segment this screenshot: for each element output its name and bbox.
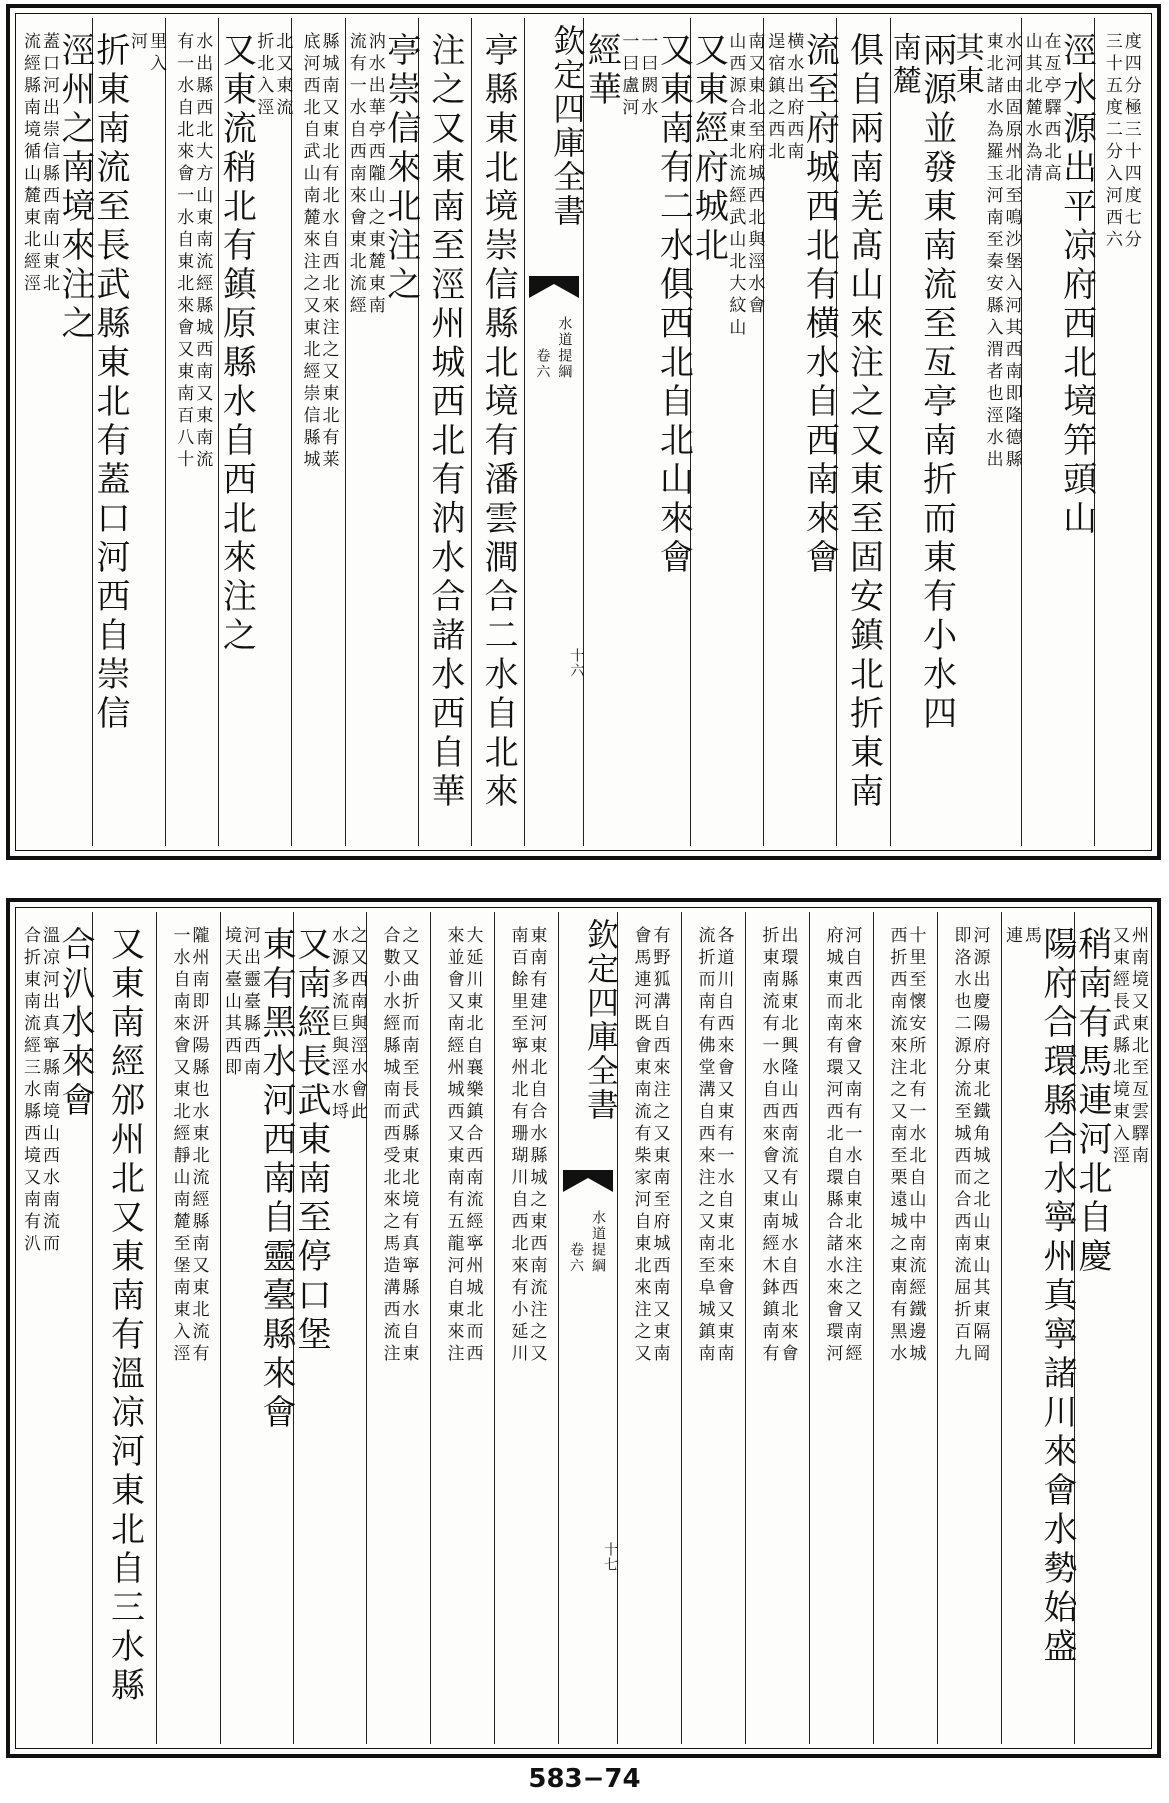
text-column <box>763 18 840 846</box>
text-column <box>809 912 873 1744</box>
text-column <box>366 912 430 1744</box>
main-text: 流至府城西北有横水自西南來會 <box>799 32 840 578</box>
bottom-text-columns <box>20 912 1147 1744</box>
main-text: 兩源並發東南流至亙亭南折而東有小水四 <box>916 32 957 734</box>
annotation-text: 隴州南即汧陽縣也水東北流經縣南又東北流有 <box>188 926 209 1366</box>
annotation-text: 州南境又東北至亙雲驛南 <box>1128 926 1148 1168</box>
text-column <box>293 912 366 1744</box>
main-text: 又東南有二水俱西北自北山來會 <box>653 32 694 578</box>
folio-number: 583−74 <box>528 1764 641 1794</box>
annotation-text: 境天臺山其西即 <box>221 926 241 1080</box>
text-column <box>92 18 165 846</box>
book-title: 欽定四庫全書 <box>548 24 587 228</box>
annotation-text: 有野狐溝自西來注之又東南至府城西南又東南 <box>649 926 670 1366</box>
main-text: 合汃水來會 <box>55 926 95 1121</box>
annotation-text: 出環縣東北興隆山西南流有山城水自西北來會 <box>777 926 798 1366</box>
text-column <box>617 912 681 1744</box>
annotation-text: 馬 <box>1021 926 1041 948</box>
annotation-text: 即洛水也二源分流至城西而合西南流屈折百九 <box>950 926 971 1366</box>
main-text: 涇州之南境來注之 <box>55 32 96 344</box>
text-column <box>345 18 421 846</box>
annotation-text: 逞宿鎮之西北 <box>764 32 785 164</box>
annotation-text: 一曰閼水 <box>637 32 658 120</box>
annotation-text: 流經縣南境循山麓東北經涇 <box>20 32 41 296</box>
text-column <box>836 18 889 846</box>
text-column <box>1001 912 1077 1744</box>
annotation-text: 折北入涇 <box>253 32 274 120</box>
annotation-text: 合數小水經縣城南而西受北來之馬造溝西流注 <box>379 926 400 1366</box>
annotation-text: 北又東流 <box>272 32 293 120</box>
annotation-text: 合折東南流經三水縣西境又南有汃 <box>20 926 40 1256</box>
annotation-text: 東北諸水為羅玉河南至秦安縣入渭者也涇水出 <box>982 32 1003 472</box>
volume-label: 卷六 <box>568 1242 584 1274</box>
main-text: 又南經長武東南至停口堡 <box>291 926 331 1355</box>
text-column <box>218 18 291 846</box>
text-column <box>745 912 809 1744</box>
annotation-text: 南百餘里至寧州北有珊瑚川自西北來有小延川 <box>507 926 528 1366</box>
annotation-text: 流有一水自西南來會東北流經 <box>345 32 366 318</box>
annotation-text: 度四分極三十四度七分 <box>1120 32 1141 252</box>
annotation-text: 東南有建河東北自合水縣城之東西南流注之又 <box>526 926 547 1366</box>
main-text: 亭崇信來北注之 <box>380 32 421 305</box>
annotation-text: 之又西南與涇水會此 <box>347 926 367 1124</box>
annotation-text: 西折西南流來注之又南至栗遠城之東南有黑水 <box>886 926 907 1366</box>
annotation-text: 折東南流有一水自西來會又東南經木鉢鎮南有 <box>758 926 779 1366</box>
annotation-text: 山西源合東北流經武山北大紋山 <box>725 32 746 340</box>
main-text: 俱自兩南羌髙山來注之又東至固安鎮北折東南 <box>843 32 884 812</box>
leaf-number: 十六 <box>568 648 585 678</box>
main-text: 涇水源出平凉府西北境笄頭山 <box>1056 32 1097 539</box>
annotation-text: 又東經長武縣北境東入涇 <box>1109 926 1129 1168</box>
text-column <box>220 912 296 1744</box>
book-title: 欽定四庫全書 <box>582 918 620 1122</box>
annotation-text: 水源多流巨與涇水埒 <box>328 926 348 1124</box>
annotation-text: 山其北麓水為清 <box>1021 32 1042 186</box>
annotation-text: 之又曲折而南至長武縣東北境有真寧縣水自東 <box>398 926 419 1366</box>
text-column <box>494 912 558 1744</box>
book-subtitle: 水道提綱 <box>556 316 573 380</box>
main-text: 經華 <box>581 32 622 110</box>
main-text: 東有黑水河西南自靈臺縣來會 <box>256 926 296 1433</box>
annotation-text: 南又東北至府城西北與涇水會 <box>744 32 765 318</box>
text-column <box>430 912 494 1744</box>
annotation-text: 在亙亭驛西北高 <box>1040 32 1061 186</box>
main-text: 南麓 <box>888 32 923 98</box>
fish-tail-mark-icon <box>529 276 579 298</box>
annotation-text: 河源出慶陽府東北鐵角城之北山東山其東隔岡 <box>969 926 990 1366</box>
top-text-columns <box>20 18 1147 846</box>
text-column <box>291 18 344 846</box>
text-column <box>690 18 763 846</box>
text-column <box>581 18 694 846</box>
annotation-text: 來並會又南經州城西又東南有五龍河自東來注 <box>443 926 464 1366</box>
annotation-text: 溫凉河出真寧縣南境山西水南流而 <box>39 926 59 1256</box>
annotation-text: 十里至懷安所北有一水北自山中南流經鐵邊城 <box>905 926 926 1366</box>
annotation-text: 水河由固原州北至鳴沙堡入河其西南即隆德縣 <box>1001 32 1022 472</box>
annotation-text: 各道川自西來會又東有一水自東北來會又東南 <box>713 926 734 1366</box>
annotation-text: 河自西北來會又南有一水自東北來注之又南經 <box>841 926 862 1366</box>
text-column <box>156 912 220 1744</box>
annotation-text: 里入 <box>146 32 167 76</box>
book-subtitle: 水道提綱 <box>590 1210 606 1274</box>
volume-label: 卷六 <box>534 348 551 380</box>
text-column <box>92 912 156 1744</box>
text-column <box>165 18 218 846</box>
fish-tail-mark-icon <box>563 1170 613 1192</box>
annotation-text: 縣城南又東北有北水自西北來注之又東北有莱 <box>318 32 339 472</box>
leaf-number: 十七 <box>602 1542 618 1572</box>
text-column <box>873 912 937 1744</box>
annotation-text: 一曰盧河 <box>618 32 639 120</box>
annotation-text: 蓋口河出崇信縣西南山東北 <box>39 32 60 296</box>
annotation-text: 三十五度二分入河西六 <box>1101 32 1122 252</box>
main-text: 又東南經邠州北又東南有溫凉河東北自三水縣 <box>104 926 145 1706</box>
annotation-text: 會馬連河既會東南流有柴家河自東北來注之又 <box>630 926 651 1366</box>
main-text: 注之又東南至涇州城西北有汭水合諸水西自華 <box>424 32 465 812</box>
annotation-text: 連 <box>1002 926 1022 948</box>
annotation-text: 水出縣西北大方山東南流經縣城西南又東南流 <box>192 32 213 472</box>
annotation-text: 河出靈臺縣西南 <box>240 926 260 1080</box>
annotation-text: 大延川東北自襄樂鎮合西南流經寧州城北而西 <box>462 926 483 1366</box>
annotation-text: 流折而南有佛堂溝自西來注之又南至阜城鎮南 <box>694 926 715 1366</box>
text-column <box>471 18 524 846</box>
main-text: 又東流稍北有鎮原縣水自西北來注之 <box>216 32 257 656</box>
main-text: 陽府合環縣合水寧州真寧諸川來會水勢始盛 <box>1037 926 1077 1667</box>
main-text: 亭縣東北境崇信縣北境有潘雲澗合二水自北來 <box>478 32 519 812</box>
text-column <box>681 912 745 1744</box>
text-column <box>20 912 95 1744</box>
text-column <box>937 912 1001 1744</box>
center-margin-column <box>524 18 587 846</box>
annotation-text: 府城東而南有環河西北自環縣合諸水來會環河 <box>822 926 843 1366</box>
text-column <box>20 18 96 846</box>
annotation-text: 底河西北自武山南麓來注之又東北經崇信縣城 <box>299 32 320 472</box>
text-column <box>1021 18 1097 846</box>
annotation-text: 汭水出華亭西隴山之東麓東南 <box>364 32 385 318</box>
text-column <box>1074 912 1147 1744</box>
center-margin-column <box>558 912 620 1744</box>
text-column <box>1094 18 1147 846</box>
main-text: 其東 <box>951 32 986 98</box>
annotation-text: 有一水自北來會一水自東北來會又東南百八十 <box>173 32 194 472</box>
text-column <box>890 18 1021 846</box>
main-text: 稍南有馬連河北自慶 <box>1072 926 1112 1277</box>
main-text: 折東南流至長武縣東北有蓋口河西自崇信 <box>90 32 131 734</box>
annotation-text: 横水出府西南 <box>783 32 804 164</box>
annotation-text: 河 <box>127 32 148 54</box>
annotation-text: 一水自南來會又東北經靜山南麓至堡南東入涇 <box>169 926 190 1366</box>
top-half-page <box>6 4 1161 860</box>
bottom-half-page <box>6 898 1161 1758</box>
text-column <box>418 18 471 846</box>
main-text: 又東經府城北 <box>688 32 729 266</box>
